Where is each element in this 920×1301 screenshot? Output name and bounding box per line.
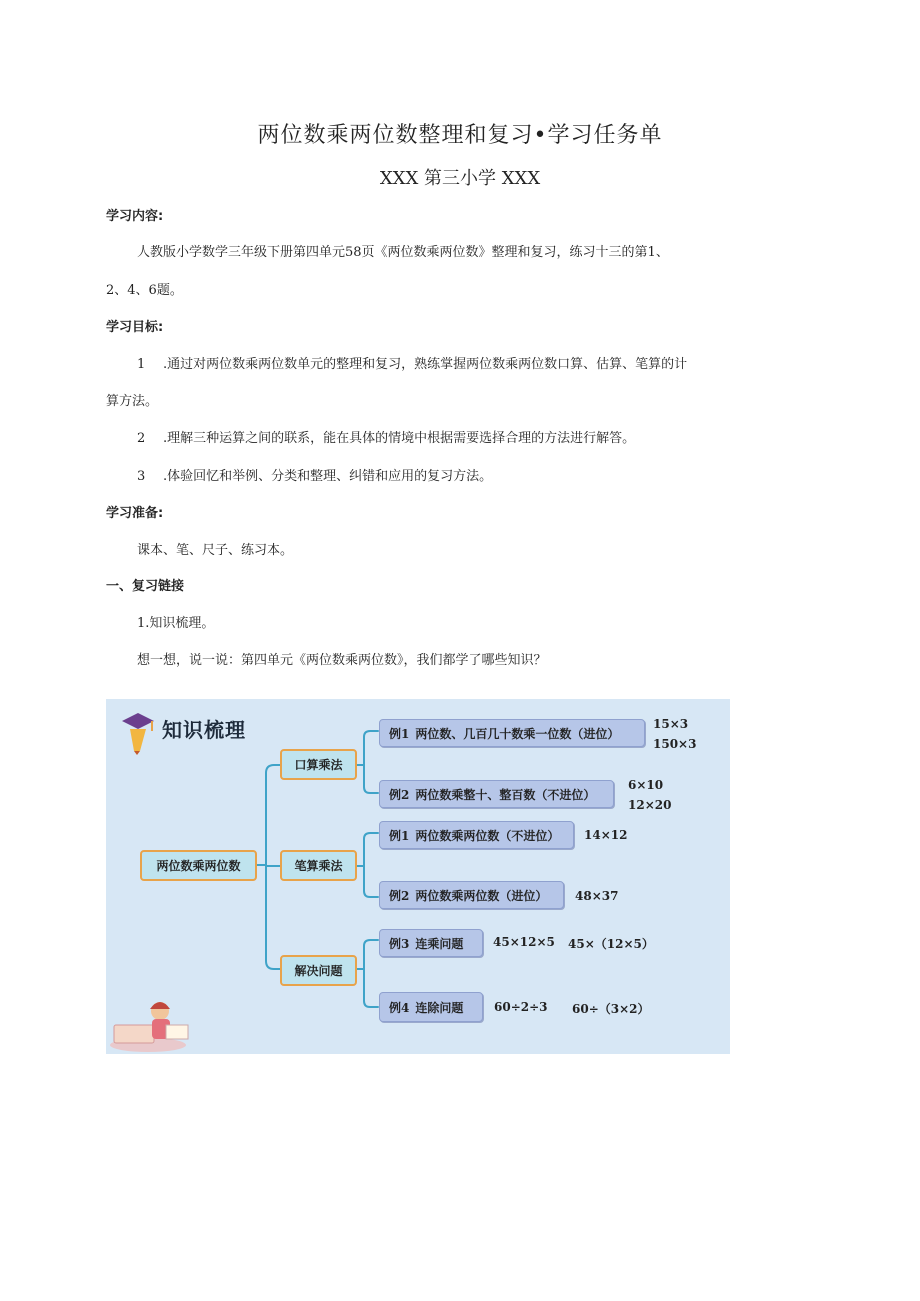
- knowledge-mindmap: [106, 699, 730, 1054]
- goal-item-3: [137, 465, 492, 484]
- example-expression: 45×12×5: [493, 935, 555, 949]
- example-expression: 6×10: [628, 778, 664, 792]
- mindmap-root-node: 两位数乘两位数: [140, 850, 257, 881]
- page-subtitle: XXX 第三小学 XXX: [379, 168, 541, 189]
- example-label: 例2: [389, 787, 410, 802]
- goal-text: .理解三种运算之间的联系，能在具体的情境中根据需要选择合理的方法进行解答。: [163, 431, 636, 446]
- goal-text: .通过对两位数乘两位数单元的整理和复习，熟练掌握两位数乘两位数口算、估算、笔算的计: [163, 357, 688, 372]
- example-text: 两位数、几百几十数乘一位数（进位）: [415, 726, 620, 741]
- category-node-oral: 口算乘法: [280, 749, 357, 780]
- example-node: [379, 780, 614, 808]
- example-label: 例1: [389, 726, 410, 741]
- content-heading: 学习内容:: [106, 209, 164, 224]
- example-label: 例4: [389, 1000, 410, 1015]
- example-label: 例3: [389, 936, 410, 951]
- example-text: 两位数乘两位数（不进位）: [415, 828, 560, 843]
- goal-item-1-cont: 算方法。: [106, 394, 159, 409]
- section-heading: 一、复习链接: [106, 579, 185, 594]
- reading-girl-icon: [108, 995, 190, 1053]
- example-expression: 150×3: [653, 737, 697, 751]
- category-node-problem-solving: 解决问题: [280, 955, 357, 986]
- example-node: [379, 881, 564, 909]
- example-node: [379, 719, 645, 747]
- page-title: 两位数乘两位数整理和复习•学习任务单: [257, 123, 663, 148]
- example-expression: 15×3: [653, 717, 689, 731]
- example-text: 连除问题: [415, 1000, 464, 1015]
- example-expression: 60÷（3×2）: [572, 1002, 650, 1016]
- example-text: 连乘问题: [415, 936, 464, 951]
- example-node: [379, 821, 574, 849]
- example-label: 例2: [389, 888, 410, 903]
- example-node: [379, 992, 483, 1022]
- goals-heading: 学习目标:: [106, 320, 164, 335]
- section-subheading: 1.知识梳理。: [137, 616, 215, 631]
- example-text: 两位数乘整十、整百数（不进位）: [415, 787, 596, 802]
- goal-text: .体验回忆和举例、分类和整理、纠错和应用的复习方法。: [163, 469, 493, 484]
- content-line2: 2、4、6题。: [106, 283, 183, 298]
- content-line1: 人教版小学数学三年级下册第四单元58页《两位数乘两位数》整理和复习，练习十三的第1、: [137, 245, 669, 260]
- prep-heading: 学习准备:: [106, 506, 164, 521]
- example-node: [379, 929, 483, 957]
- goal-number: 1: [137, 357, 146, 372]
- example-text: 两位数乘两位数（进位）: [415, 888, 548, 903]
- goal-item-2: [137, 427, 635, 446]
- example-expression: 45×（12×5）: [568, 937, 654, 951]
- example-expression: 48×37: [575, 889, 619, 903]
- mindmap-title: 知识梳理: [162, 718, 246, 742]
- goal-item-1: [137, 353, 687, 372]
- example-expression: 60÷2÷3: [494, 1000, 548, 1014]
- category-node-written: 笔算乘法: [280, 850, 357, 881]
- goal-number: 3: [137, 469, 146, 484]
- example-expression: 14×12: [584, 828, 628, 842]
- goal-number: 2: [137, 431, 146, 446]
- example-label: 例1: [389, 828, 410, 843]
- prep-text: 课本、笔、尺子、练习本。: [137, 543, 294, 558]
- example-expression: 12×20: [628, 798, 672, 812]
- graduation-cap-pencil-icon: [118, 707, 158, 755]
- section-question: 想一想，说一说：第四单元《两位数乘两位数》，我们都学了哪些知识？: [137, 653, 547, 668]
